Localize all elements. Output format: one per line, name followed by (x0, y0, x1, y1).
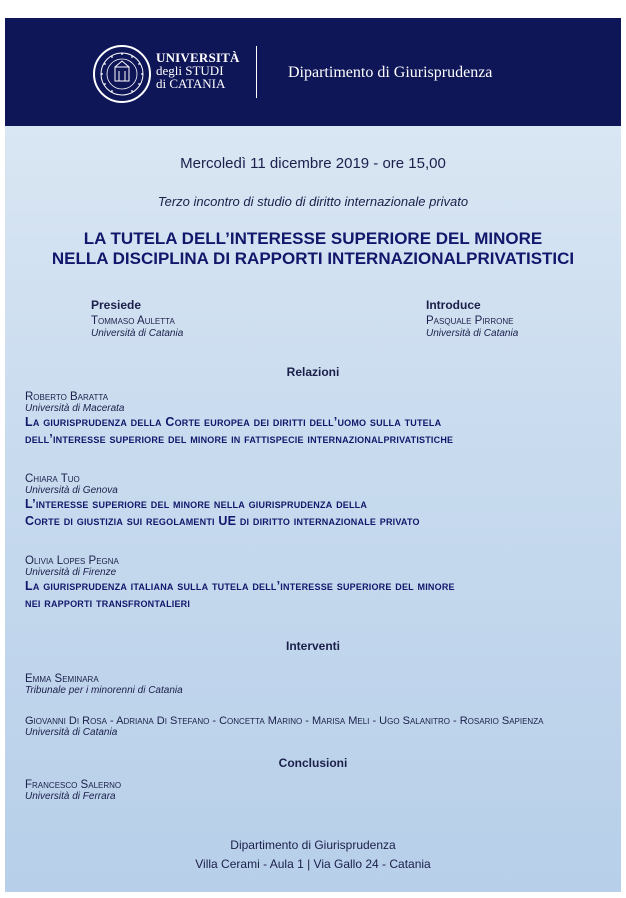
speaker-block (25, 391, 453, 448)
chair-name: Tommaso Auletta (91, 315, 175, 327)
event-title-line: LA TUTELA DELL’INTERESSE SUPERIORE DEL MINORE (83, 229, 543, 248)
interventi-affiliation: Università di Catania (25, 727, 118, 738)
talk-title-line: La giurisprudenza della Corte europea dei diritti dell’uomo sulla tutela (25, 415, 442, 429)
conclusioni-affiliation: Università di Ferrara (25, 791, 116, 802)
event-subtitle: Terzo incontro di studio di diritto internazionale privato (157, 194, 469, 209)
event-title (5, 229, 621, 269)
interventi-names: Giovanni Di Rosa - Adriana Di Stefano - Concetta Marino - Marisa Meli - Ugo Salanitro - Rosario Sapienza (25, 715, 544, 727)
speaker-name: Olivia Lopes Pegna (25, 555, 119, 567)
footer-department: Dipartimento di Giurisprudenza (230, 838, 396, 852)
interventi-list-block (25, 715, 543, 738)
conclusioni-block (25, 779, 121, 802)
intro-block (426, 298, 518, 339)
poster (5, 18, 621, 892)
speaker-name: Chiara Tuo (25, 473, 80, 485)
intervento-affiliation: Tribunale per i minorenni di Catania (25, 685, 183, 696)
chair-block (91, 298, 183, 339)
talk-title (25, 496, 420, 530)
seal-emblem-icon (95, 47, 149, 101)
speaker-affiliation: Università di Macerata (25, 403, 125, 414)
university-line: di CATANIA (156, 76, 226, 91)
speaker-block (25, 555, 455, 612)
footer-address: Villa Cerami - Aula 1 | Via Gallo 24 - Catania (195, 857, 431, 871)
university-name (156, 51, 240, 90)
talk-title (25, 414, 453, 448)
header-divider (256, 46, 257, 98)
speaker-affiliation: Università di Firenze (25, 567, 117, 578)
intro-affiliation: Università di Catania (426, 328, 519, 339)
intervento-name: Emma Seminara (25, 673, 99, 685)
header-bar (5, 18, 621, 126)
interventi-heading: Interventi (285, 639, 340, 653)
talk-title-line: Corte di giustizia sui regolamenti UE di diritto internazionale privato (25, 514, 420, 528)
department-name: Dipartimento di Giurisprudenza (288, 64, 493, 81)
intervento-block (25, 673, 183, 696)
relazioni-heading: Relazioni (286, 365, 340, 379)
talk-title-line: dell’interesse superiore del minore in fattispecie internazionalprivatistiche (25, 432, 454, 446)
talk-title (25, 578, 455, 612)
talk-title-line: La giurisprudenza italiana sulla tutela dell’interesse superiore del minore (25, 579, 455, 593)
university-line: UNIVERSITÀ (156, 50, 240, 65)
chair-role: Presiede (91, 298, 142, 312)
intro-name: Pasquale Pirrone (426, 315, 514, 327)
speaker-affiliation: Università di Genova (25, 485, 118, 496)
university-seal-icon (93, 45, 151, 103)
university-line: degli STUDI (156, 63, 224, 78)
conclusioni-name: Francesco Salerno (25, 779, 122, 791)
conclusioni-heading: Conclusioni (278, 756, 348, 770)
event-date: Mercoledì 11 dicembre 2019 - ore 15,00 (180, 155, 446, 172)
talk-title-line: nei rapporti transfrontalieri (25, 596, 191, 610)
event-title-line: NELLA DISCIPLINA DI RAPPORTI INTERNAZIONALPRIVATISTICI (51, 249, 575, 268)
chair-affiliation: Università di Catania (91, 328, 184, 339)
intro-role: Introduce (426, 298, 481, 312)
talk-title-line: L’interesse superiore del minore nella giurisprudenza della (25, 497, 368, 511)
speaker-name: Roberto Baratta (25, 391, 109, 403)
speaker-block (25, 473, 420, 530)
